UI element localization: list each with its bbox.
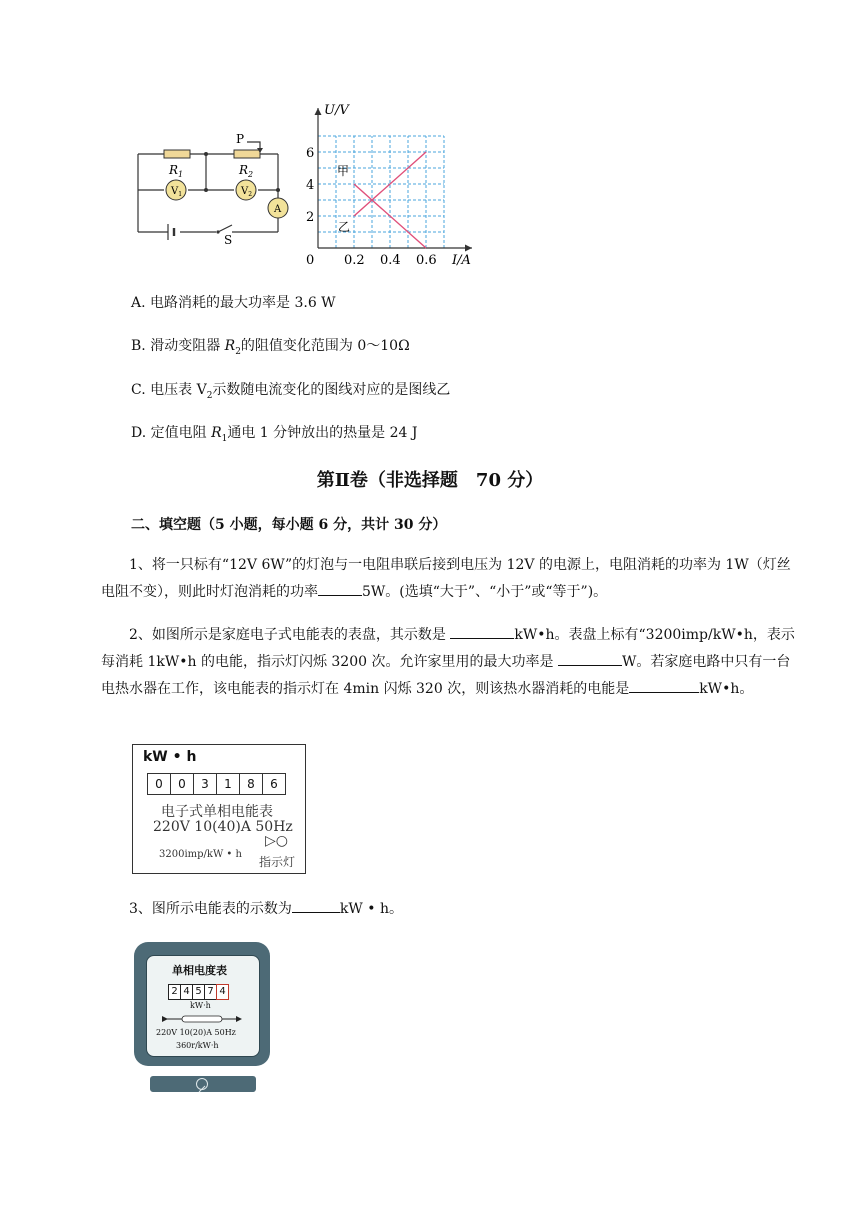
- meter2-digit: 5: [192, 984, 205, 1000]
- r2-label: $R_2$: [239, 163, 254, 179]
- voltmeter-1-label: $V_1$: [171, 186, 183, 198]
- q1-blank[interactable]: [318, 581, 362, 596]
- x-tick-label: 0.2: [344, 253, 365, 268]
- meter-digit: 1: [216, 773, 240, 795]
- meter2-rate: 360r/kW·h: [176, 1041, 219, 1050]
- question-2: 2、如图所示是家庭电子式电能表的表盘，其示数是 kW•h。表盘上标有“3200imp/kW•h，表示每消耗 1kW•h 的电能，指示灯闪烁 3200 次。允许家里用的最大功率是 W。若家庭电路中只有一台电热水器在工作，该电能表的指示灯在 4min 闪烁 320 次，则该热水器消耗的电能是 kW•h。: [101, 622, 801, 703]
- meter-digit: 6: [262, 773, 286, 795]
- line-jia-label: 甲: [337, 164, 350, 178]
- meter2-digit: 4: [180, 984, 193, 1000]
- meter2-digit: 7: [204, 984, 217, 1000]
- voltmeter-2-label: $V_2$: [241, 186, 253, 198]
- q2-blank-3[interactable]: [629, 678, 699, 693]
- circuit-diagram: [128, 128, 293, 246]
- meter-digits: [147, 773, 285, 795]
- q2-blank-1[interactable]: [450, 624, 514, 639]
- indicator-label: 指示灯: [259, 855, 296, 869]
- x-tick-label: 0: [306, 253, 315, 268]
- meter2-spec: 220V 10(20)A 50Hz: [156, 1028, 236, 1037]
- meter2-title: 单相电度表: [172, 964, 227, 977]
- meter-digit: 0: [147, 773, 171, 795]
- y-tick-label: 2: [306, 210, 315, 225]
- y-axis-label: U/V: [324, 103, 349, 118]
- meter-name: 电子式单相电能表: [161, 804, 273, 820]
- line-yi-label: 乙: [338, 220, 351, 234]
- q2-blank-2[interactable]: [558, 651, 622, 666]
- meter-digit: 8: [239, 773, 263, 795]
- y-tick-label: 4: [306, 178, 315, 193]
- option-b: B. 滑动变阻器 $R_2$的阻值变化范围为 0～10Ω: [131, 338, 410, 357]
- question-1: 1、将一只标有“12V 6W”的灯泡与一电阻串联后接到电压为 12V 的电源上，电阻消耗的功率为 1W（灯丝电阻不变），则此时灯泡消耗的功率 5W。(选填“大于”、“小于”或“等于”)。: [101, 557, 791, 600]
- screw-icon: [196, 1078, 208, 1090]
- option-d: D. 定值电阻 $R_1$通电 1 分钟放出的热量是 24 J: [131, 425, 418, 444]
- meter-unit: kW • h: [143, 749, 197, 765]
- meter-spec: 220V 10(40)A 50Hz: [153, 819, 293, 835]
- meter-digit: 3: [193, 773, 217, 795]
- meter2-digits: [168, 984, 228, 1000]
- electronic-meter-figure: [132, 744, 306, 874]
- slider-label: P: [236, 132, 245, 146]
- y-tick-label: 6: [306, 146, 315, 161]
- meter2-digit: 4: [216, 984, 229, 1000]
- section-subtitle: 二、填空题（5 小题，每小题 6 分，共计 30 分）: [131, 517, 447, 533]
- ui-graph: [300, 100, 480, 270]
- ammeter-label: A: [274, 204, 282, 215]
- disc-arrow-icon: [160, 1014, 244, 1024]
- x-tick-label: 0.6: [416, 253, 437, 268]
- meter-rate: 3200imp/kW • h: [159, 849, 242, 860]
- x-axis-label: I/A: [452, 253, 471, 268]
- meter2-unit: kW·h: [190, 1001, 211, 1010]
- indicator-symbols: ▷○: [265, 833, 288, 849]
- meter-digit: 0: [170, 773, 194, 795]
- section-title: 第Ⅱ卷（非选择题 70 分）: [316, 470, 544, 491]
- option-a: A. 电路消耗的最大功率是 3.6 W: [131, 295, 336, 311]
- x-tick-label: 0.4: [380, 253, 401, 268]
- option-c: C. 电压表 $V_2$示数随电流变化的图线对应的是图线乙: [131, 382, 451, 401]
- meter2-digit: 2: [168, 984, 181, 1000]
- switch-label: S: [224, 233, 233, 246]
- question-3: 3、图所示电能表的示数为 kW • h。: [101, 896, 801, 923]
- q3-blank[interactable]: [292, 898, 340, 913]
- r1-label: $R_1$: [169, 163, 184, 179]
